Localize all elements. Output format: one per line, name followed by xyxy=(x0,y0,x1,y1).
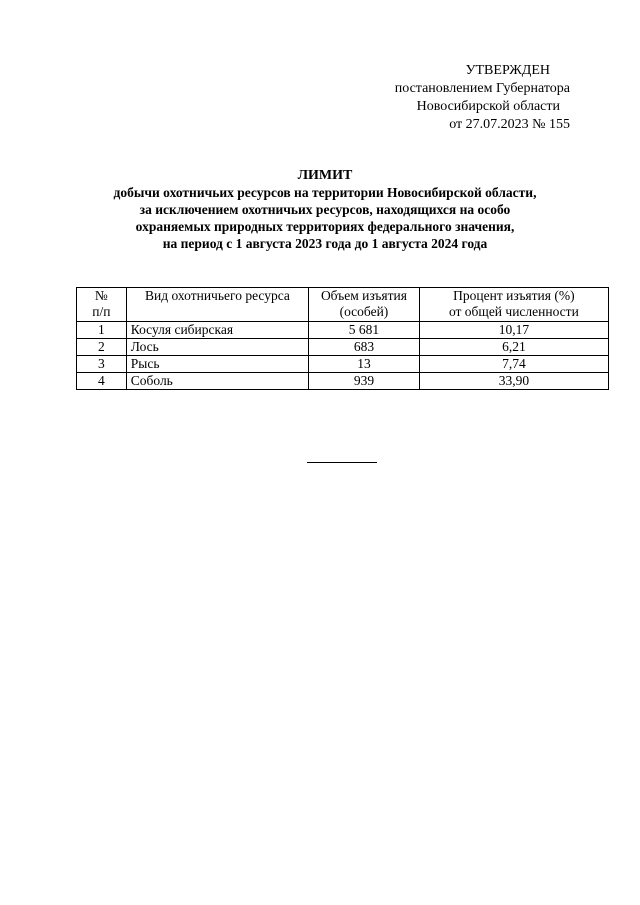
header-volume-line-2: (особей) xyxy=(339,304,389,319)
row-resource-name: Рысь xyxy=(126,356,308,373)
header-percent-line-2: от общей численности xyxy=(448,304,579,319)
approval-status: УТВЕРЖДЕН xyxy=(465,63,550,78)
document-title-block xyxy=(60,167,590,252)
table-row xyxy=(77,373,609,390)
row-resource-name: Соболь xyxy=(126,373,308,390)
header-number xyxy=(77,288,127,322)
table-row xyxy=(77,356,609,373)
table-row xyxy=(77,322,609,339)
table-row xyxy=(77,339,609,356)
document-subtitle-line-2: за исключением охотничьих ресурсов, находящихся на особо xyxy=(139,202,511,217)
header-number-line-2: п/п xyxy=(92,304,111,319)
approval-region: Новосибирской области xyxy=(416,99,560,114)
document-end-divider xyxy=(307,462,377,463)
header-volume-line-1: Объем изъятия xyxy=(320,288,407,303)
approval-authority: постановлением Губернатора xyxy=(394,81,570,96)
header-volume xyxy=(309,288,420,322)
row-resource-name: Косуля сибирская xyxy=(126,322,308,339)
header-percent xyxy=(419,288,608,322)
row-percent: 6,21 xyxy=(419,339,608,356)
document-subtitle-line-1: добычи охотничьих ресурсов на территории Новосибирской области, xyxy=(113,185,537,200)
row-percent: 10,17 xyxy=(419,322,608,339)
row-volume: 5 681 xyxy=(309,322,420,339)
document-subtitle-line-4: на период с 1 августа 2023 года до 1 августа 2024 года xyxy=(162,236,488,251)
row-number: 1 xyxy=(77,322,127,339)
header-resource xyxy=(126,288,308,322)
approval-date-number: от 27.07.2023 № 155 xyxy=(449,117,570,132)
row-percent: 33,90 xyxy=(419,373,608,390)
row-number: 3 xyxy=(77,356,127,373)
row-volume: 683 xyxy=(309,339,420,356)
row-volume: 13 xyxy=(309,356,420,373)
approval-block xyxy=(380,62,570,134)
row-resource-name: Лось xyxy=(126,339,308,356)
row-percent: 7,74 xyxy=(419,356,608,373)
row-number: 2 xyxy=(77,339,127,356)
row-volume: 939 xyxy=(309,373,420,390)
header-percent-line-1: Процент изъятия (%) xyxy=(453,288,575,303)
row-number: 4 xyxy=(77,373,127,390)
header-number-line-1: № xyxy=(94,288,108,303)
document-subtitle-line-3: охраняемых природных территориях федерального значения, xyxy=(135,219,515,234)
table-header-row xyxy=(77,288,609,322)
header-resource-label: Вид охотничьего ресурса xyxy=(145,288,290,303)
hunting-limits-table xyxy=(76,287,609,390)
document-title: ЛИМИТ xyxy=(297,168,353,183)
